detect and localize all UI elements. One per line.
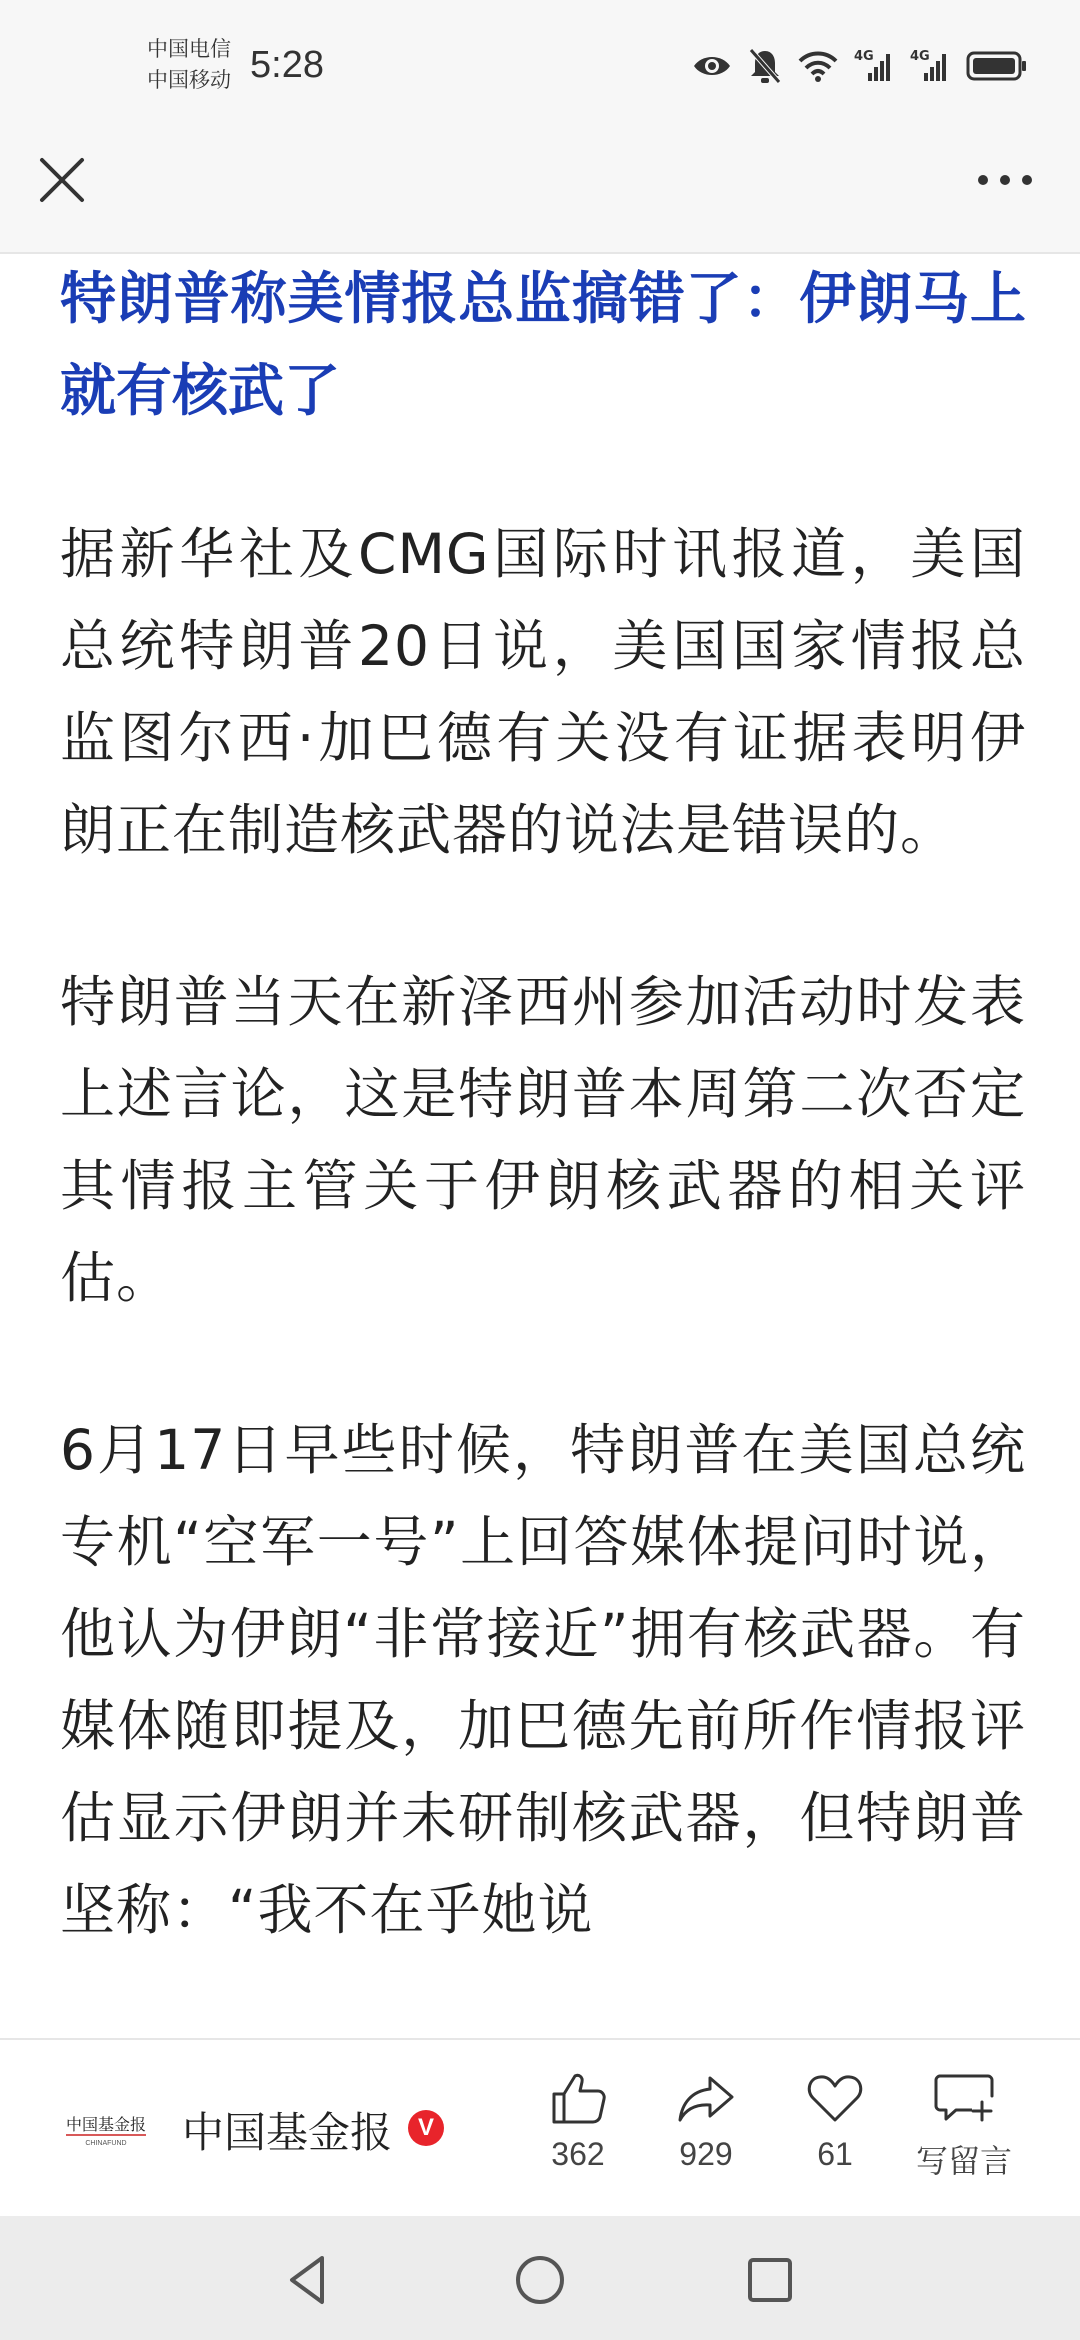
signal-icon: [910, 49, 950, 83]
article-paragraph: 6月17日早些时候，特朗普在美国总统专机“空军一号”上回答媒体提问时说，他认为伊朗“非常接近”拥有核武器。有媒体随即提及，加巴德先前所作情报评估显示伊朗并未研制核武器，但特朗普坚称：“我不在乎她说: [60, 1418, 1026, 1942]
wifi-icon: [798, 49, 838, 83]
write-comment-label: 写留言: [915, 2142, 1012, 2180]
carrier-2: 中国移动: [147, 68, 231, 92]
comment-icon: [932, 2070, 996, 2126]
heart-icon: [805, 2070, 865, 2126]
share-icon: [676, 2070, 736, 2126]
system-nav-bar: [0, 2216, 1080, 2340]
carrier-1: 中国电信: [147, 37, 231, 61]
like-button[interactable]: [523, 2070, 633, 2173]
carrier-info: [147, 34, 231, 96]
status-icons: [692, 44, 1028, 88]
article-paragraph: 据新华社及CMG国际时讯报道，美国总统特朗普20日说，美国国家情报总监图尔西·加巴德有关没有证据表明伊朗正在制造核武器的说法是错误的。: [60, 522, 1026, 862]
home-icon[interactable]: [510, 2250, 570, 2310]
source-name[interactable]: 中国基金报: [182, 2108, 393, 2157]
favorite-button[interactable]: [780, 2070, 890, 2173]
svg-text:中国基金报: 中国基金报: [65, 2115, 147, 2134]
favorite-count: 61: [817, 2136, 853, 2172]
write-comment-button[interactable]: [909, 2070, 1019, 2182]
signal-icon: [854, 49, 894, 83]
source-logo[interactable]: [60, 2108, 152, 2148]
recents-icon[interactable]: [740, 2250, 800, 2310]
more-icon[interactable]: [970, 160, 1040, 200]
mute-bell-icon: [748, 47, 782, 85]
article-body: [0, 254, 1080, 2038]
share-button[interactable]: [651, 2070, 761, 2173]
svg-text:4G: 4G: [854, 49, 874, 64]
close-icon[interactable]: [30, 148, 94, 212]
back-icon[interactable]: [278, 2250, 338, 2310]
eye-icon: [692, 52, 732, 80]
status-bar: [0, 0, 1080, 130]
battery-icon: [966, 50, 1028, 82]
like-count: 362: [551, 2136, 605, 2172]
article-paragraph: 特朗普当天在新泽西州参加活动时发表上述言论，这是特朗普本周第二次否定其情报主管关于伊朗核武器的相关评估。: [60, 970, 1026, 1310]
article-headline: 特朗普称美情报总监搞错了：伊朗马上就有核武了: [60, 267, 1026, 424]
share-count: 929: [679, 2136, 733, 2172]
svg-text:CHINAFUND: CHINAFUND: [85, 2140, 127, 2147]
verified-badge: V: [408, 2110, 444, 2146]
article-paragraphs: [60, 508, 1026, 2036]
status-time: 5:28: [250, 44, 324, 86]
thumbs-up-icon: [548, 2070, 608, 2126]
article-toolbar: [0, 130, 1080, 254]
svg-text:4G: 4G: [910, 49, 930, 64]
